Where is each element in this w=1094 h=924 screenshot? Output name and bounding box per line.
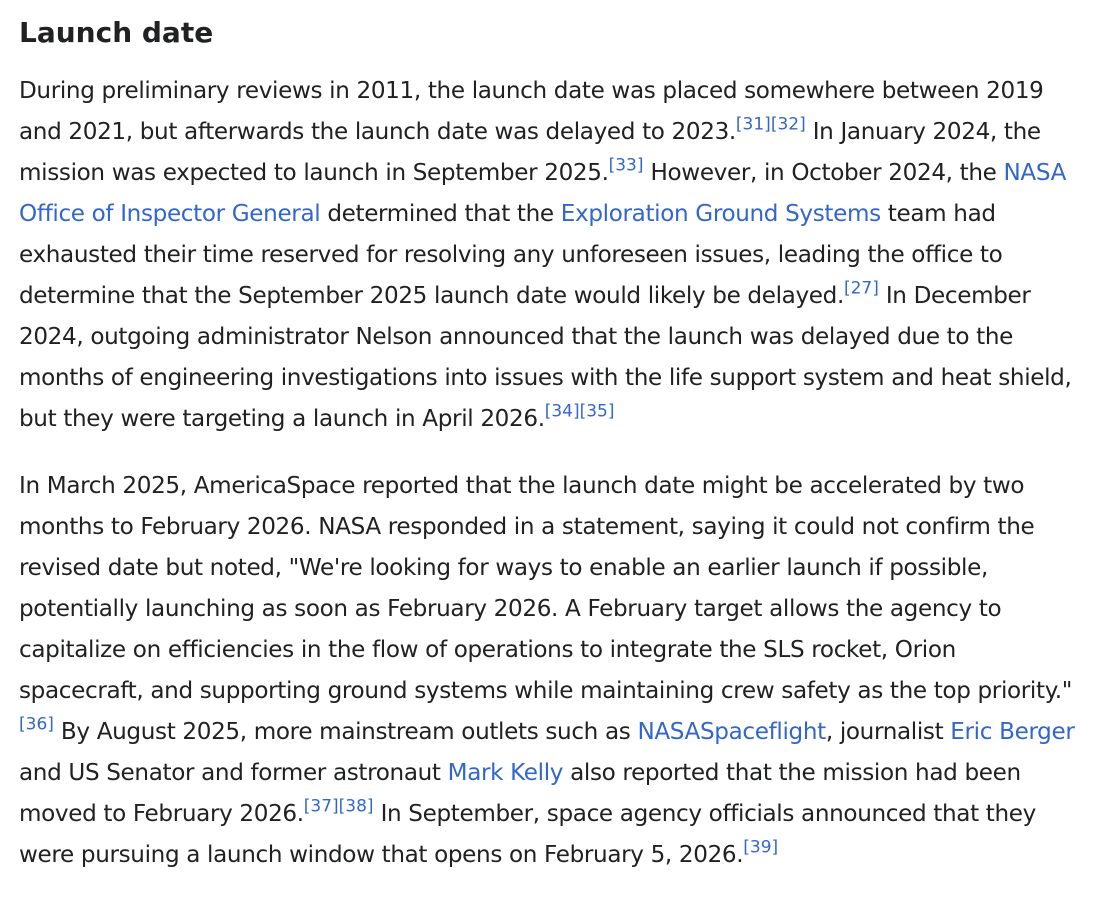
citation-38[interactable]: [38] (338, 796, 374, 817)
paragraph-text: In September, space agency officials announced that they were pursuing a launch window that opens on February 5, 2026. (19, 801, 1036, 868)
article-section (19, 0, 1081, 876)
citation-34[interactable]: [34] (544, 401, 580, 422)
paragraph-text: In January 2024, the mission was expected to launch in September 2025. (19, 119, 1041, 186)
paragraph-launch-history (19, 71, 1081, 440)
link-nasaspaceflight[interactable]: NASASpaceflight (637, 719, 826, 745)
paragraph-text: also reported that the mission had been moved to February 2026. (19, 760, 1021, 827)
citation-39[interactable]: [39] (743, 837, 779, 858)
paragraph-text: In December 2024, outgoing administrator Nelson announced that the launch was delayed due to the months of engineering investigations into issues with the life support system and heat shield, but they were targeting a launch in April 2026. (19, 283, 1072, 432)
link-nasa-oig[interactable]: NASA Office of Inspector General (19, 160, 1067, 227)
paragraph-text: However, in October 2024, the (643, 160, 1004, 186)
paragraph-text: By August 2025, more mainstream outlets such as (53, 719, 638, 745)
paragraph-text: During preliminary reviews in 2011, the launch date was placed somewhere between 2019 and 2021, but afterwards the launch date was delayed to 2023. (19, 78, 1044, 145)
section-heading: Launch date (19, 16, 214, 49)
paragraph-text: and US Senator and former astronaut (19, 760, 448, 786)
citation-27[interactable]: [27] (843, 278, 879, 299)
link-exploration-ground-systems[interactable]: Exploration Ground Systems (560, 201, 881, 227)
link-eric-berger[interactable]: Eric Berger (950, 719, 1075, 745)
citation-31[interactable]: [31] (735, 114, 771, 135)
citation-32[interactable]: [32] (770, 114, 806, 135)
paragraph-schedule-acceleration (19, 466, 1081, 876)
citation-35[interactable]: [35] (579, 401, 615, 422)
citation-36[interactable]: [36] (19, 714, 54, 735)
paragraph-text: team had exhausted their time reserved for resolving any unforeseen issues, leading the office to determine that the September 2025 launch date would likely be delayed. (19, 201, 1003, 309)
link-mark-kelly[interactable]: Mark Kelly (447, 760, 564, 786)
citation-37[interactable]: [37] (303, 796, 339, 817)
paragraph-text: In March 2025, AmericaSpace reported that the launch date might be accelerated by two months to February 2026. NASA responded in a statement, saying it could not confirm the revised date but noted, "We're looking for ways to enable an earlier launch if possible, potentially launching as soon as February 2026. A February target allows the agency to capitalize on efficiencies in the flow of operations to integrate the SLS rocket, Orion spacecraft, and supporting ground systems while maintaining crew safety as the top priority." (19, 473, 1072, 704)
citation-33[interactable]: [33] (608, 155, 644, 176)
paragraph-text: , journalist (825, 719, 951, 745)
paragraph-text: determined that the (320, 201, 561, 227)
